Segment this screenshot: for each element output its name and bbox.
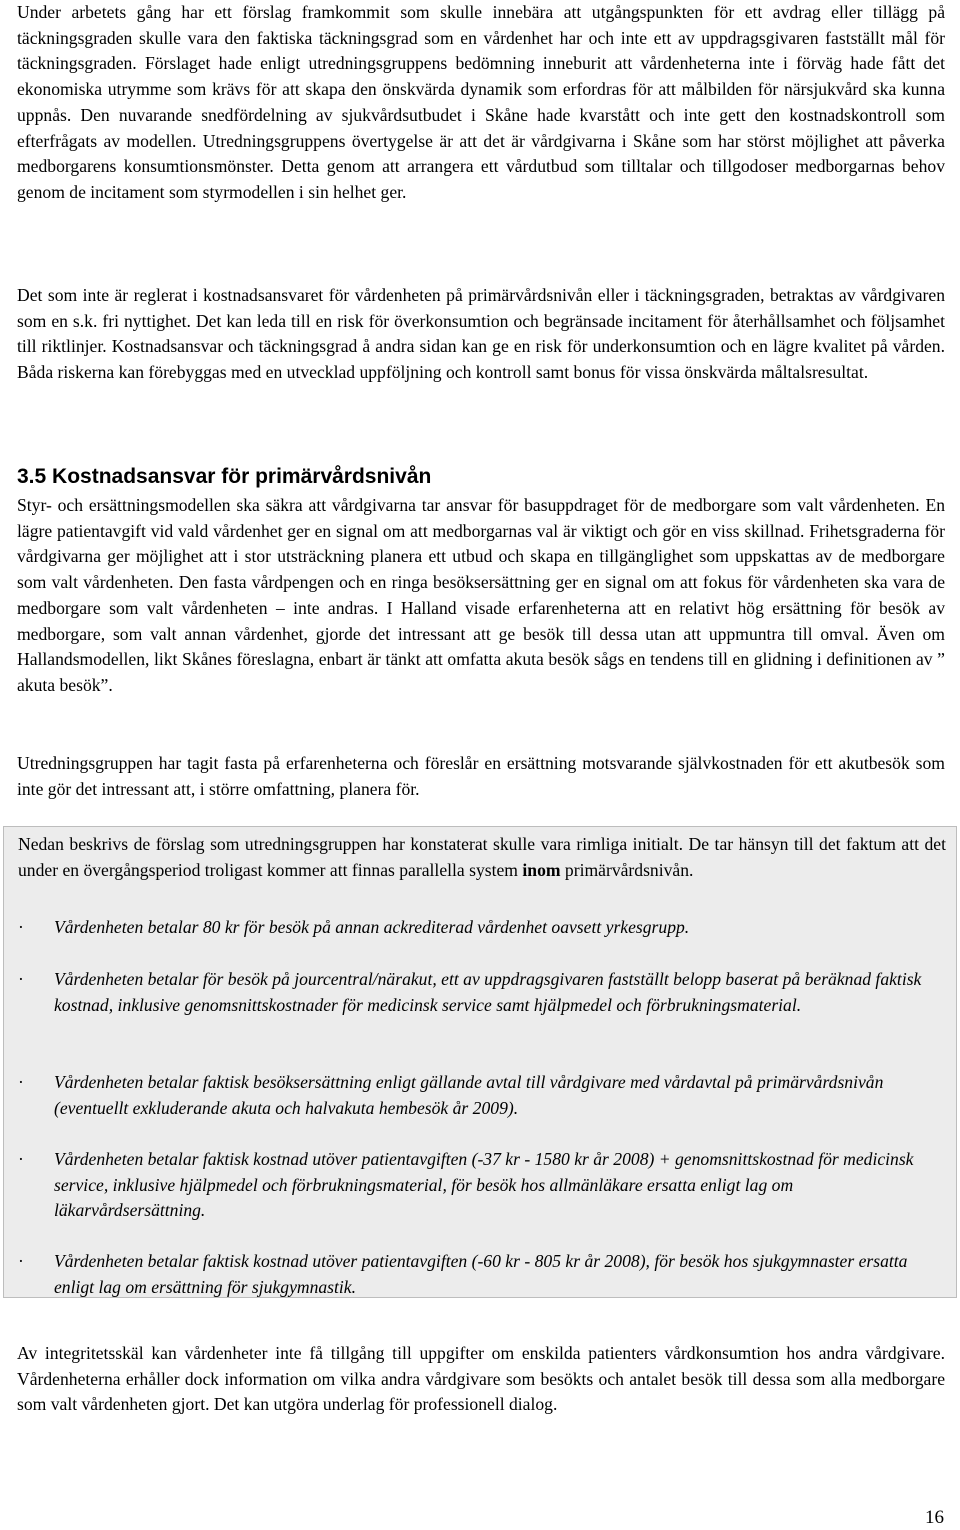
- paragraph-cost-coverage-proposal: Under arbetets gång har ett förslag framkommit som skulle innebära att utgångspunkten för ett avdrag eller tillägg på täckningsgraden skulle vara den faktiska täckningsgrad som en vårdenhet har och inte ett av uppdragsgivaren fastställt mål för täckningsgraden. Förslaget hade enligt utredningsgruppens bedömning inneburit att vårdenheterna inte i förväg hade fått det ekonomiska utrymme som krävs för att skapa den önskvärda dynamik som erfordras för att målbilden för närsjukvård ska kunna uppnås. Den nuvarande snedfördelning av sjukvårdsutbudet i Skåne hade kvarstått och inte gett den kostnadskontroll som efterfrågats av modellen. Utredningsgruppens övertygelse är att det är vårdgivarna i Skåne som har störst möjlighet att påverka medborgarens konsumtionsmönster. Detta genom att arrangera ett vårdutbud som tilltalar och tillgodoser medborgarnas behov genom de incitament som styrmodellen i sin helhet ger.: [17, 2, 945, 202]
- list-item-text: Vårdenheten betalar faktisk kostnad utöver patientavgiften (-60 kr - 805 kr år 2008), för besök hos sjukgymnaster ersatta enligt lag om ersättning för sjukgymnastik.: [54, 1251, 908, 1297]
- list-item: [18, 1070, 946, 1121]
- list-item: [18, 915, 946, 941]
- bullet-marker: ·: [18, 1251, 24, 1271]
- section-heading: 3.5 Kostnadsansvar för primärvårdsnivån: [17, 465, 432, 488]
- proposal-intro-bold: inom: [522, 859, 561, 880]
- page-number: 16: [925, 1507, 944, 1528]
- list-item: [18, 1147, 946, 1224]
- proposal-intro-end: primärvårdsnivån.: [560, 859, 694, 880]
- bullet-marker: ·: [18, 1149, 24, 1169]
- bullet-marker: ·: [18, 969, 24, 989]
- list-item-text: Vårdenheten betalar faktisk besöksersättning enligt gällande avtal till vårdgivare med vårdavtal på primärvårdsnivån (eventuellt exkluderande akuta och halvakuta hembesök år 2009).: [54, 1072, 884, 1118]
- proposal-box: [3, 826, 957, 1298]
- paragraph-unregulated-costs: Det som inte är reglerat i kostnadsansvaret för vårdenheten på primärvårdsnivån eller i täckningsgraden, betraktas av vårdgivaren som en s.k. fri nyttighet. Det kan leda till en risk för överkonsumtion och begränsade incitament för återhållsamhet och följsamhet till riktlinjer. Kostnadsansvar och täckningsgrad å andra sidan kan ge en risk för underkonsumtion och en lägre kvalitet på vården. Båda riskerna kan förebyggas med en utvecklad uppföljning och kontroll samt bonus för vissa önskvärda måltalsresultat.: [17, 285, 945, 383]
- list-item: [18, 1249, 946, 1300]
- paragraph-acute-visit-compensation: Utredningsgruppen har tagit fasta på erfarenheterna och föreslår en ersättning motsvarande självkostnaden för ett akutbesök som inte gör det intressant att, i större omfattning, planera för.: [17, 753, 945, 799]
- bullet-marker: ·: [18, 917, 24, 937]
- bullet-marker: ·: [18, 1072, 24, 1092]
- list-item-text: Vårdenheten betalar faktisk kostnad utöver patientavgiften (-37 kr - 1580 kr år 2008) + genomsnittskostnad för medicinsk service, inklusive hjälpmedel och förbrukningsmaterial, för besök hos allmänläkare ersatta enligt lag om läkarvårdsersättning.: [54, 1149, 914, 1221]
- list-item-text: Vårdenheten betalar för besök på jourcentral/närakut, ett av uppdragsgivaren fastställt belopp baserat på beräknad faktisk kostnad, inklusive genomsnittskostnader för medicinsk service samt hjälpmedel och förbrukningsmaterial.: [54, 969, 922, 1015]
- paragraph-steering-model: Styr- och ersättningsmodellen ska säkra att vårdgivarna tar ansvar för basuppdraget för de medborgare som valt vårdenheten. En lägre patientavgift vid vald vårdenhet ger en signal om att medborgarnas val är viktigt och gör en viss skillnad. Frihetsgraderna för vårdgivarna ger möjlighet att i stor utsträckning planera ett utbud och skapa en tillgänglighet som uppskattas av de medborgare som valt vårdenheten. Den fasta vårdpengen och en ringa besöksersättning ger en signal om att fokus för vårdenheten ska vara de medborgare som valt vårdenheten – inte andras. I Halland visade erfarenheterna att en relativt hög ersättning för besök av medborgare, som valt annan vårdenhet, gjorde det intressant att ge besök till dessa utan att uppmuntra till omval. Även om Hallandsmodellen, likt Skånes föreslagna, enbart är tänkt att omfatta akuta besök sågs en tendens till en glidning i definitionen av ” akuta besök”.: [17, 495, 945, 695]
- list-item-text: Vårdenheten betalar 80 kr för besök på annan ackrediterad vårdenhet oavsett yrkesgrupp.: [54, 917, 690, 937]
- proposal-box-intro: [18, 832, 946, 883]
- list-item: [18, 967, 946, 1018]
- proposal-intro-text: Nedan beskrivs de förslag som utredningsgruppen har konstaterat skulle vara rimliga initialt. De tar hänsyn till det faktum att det under en övergångsperiod troligast kommer att finnas parallella system: [18, 834, 946, 880]
- paragraph-integrity: Av integritetsskäl kan vårdenheter inte få tillgång till uppgifter om enskilda patienters vårdkonsumtion hos andra vårdgivare. Vårdenheterna erhåller dock information om vilka andra vårdgivare som besökts och antalet besök till dessa som alla medborgare som valt vårdenheten gjort. Det kan utgöra underlag för professionell dialog.: [17, 1343, 945, 1415]
